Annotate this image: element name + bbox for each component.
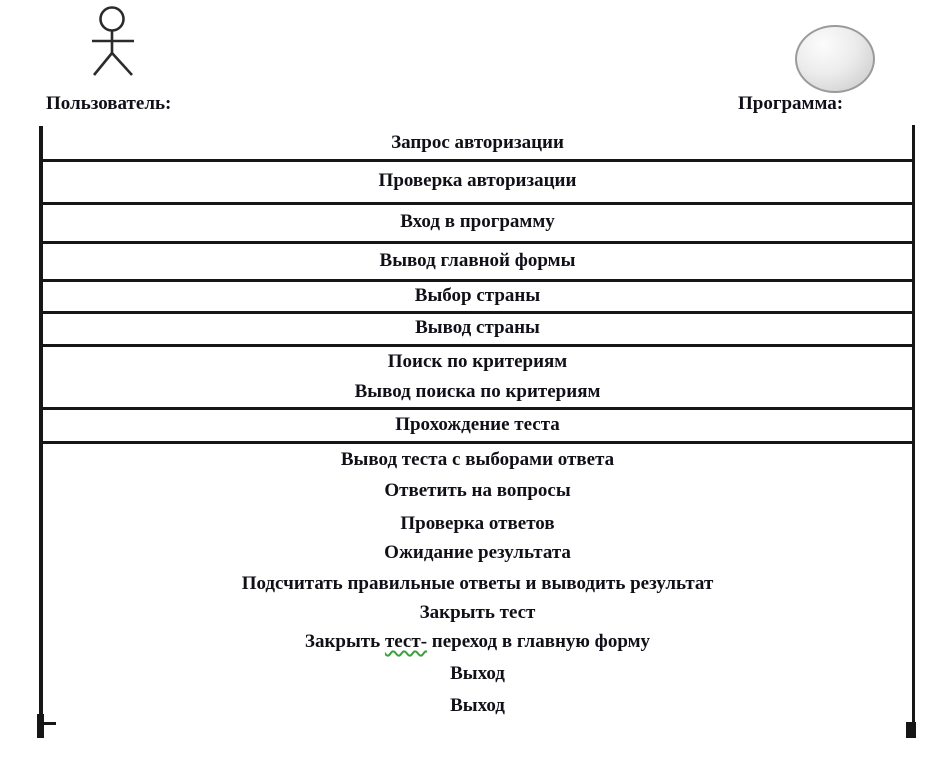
program-lifeline-end: [906, 722, 916, 738]
message-label: Выход: [450, 663, 505, 684]
actor-icon: [82, 5, 144, 81]
program-label: Программа:: [738, 93, 844, 114]
message-label: Выход: [450, 695, 505, 716]
message-separator-line: [41, 202, 914, 205]
message-separator-line: [41, 344, 914, 347]
actor-label: Пользователь:: [46, 93, 172, 114]
message-label: Прохождение теста: [395, 414, 560, 435]
message-separator-line: [41, 279, 914, 282]
actor-lifeline-end-tick: [44, 722, 56, 725]
message-label: Поиск по критериям: [387, 351, 568, 372]
message-separator-line: [41, 159, 914, 162]
message-separator-line: [41, 311, 914, 314]
message-label: Вход в программу: [400, 211, 555, 232]
message-label: Подсчитать правильные ответы и выводить результат: [241, 573, 714, 594]
message-label: Вывод главной формы: [379, 250, 576, 271]
message-label: Вывод поиска по критериям: [354, 381, 601, 402]
message-label: Выбор страны: [414, 285, 541, 306]
message-label: [41, 630, 914, 654]
program-icon: [795, 25, 875, 93]
message-label: Запрос авторизации: [391, 132, 564, 153]
message-label: Закрыть тест: [419, 602, 536, 623]
message-separator-line: [41, 441, 914, 444]
message-label: Вывод страны: [415, 317, 540, 338]
message-separator-line: [41, 407, 914, 410]
message-label: Ожидание результата: [384, 542, 571, 563]
message-label-part: переход в главную форму: [427, 631, 651, 652]
message-label: Проверка ответов: [400, 513, 555, 534]
message-label: Ответить на вопросы: [384, 480, 571, 501]
message-label-part-spellcheck: тест-: [384, 631, 428, 652]
message-label: Проверка авторизации: [378, 170, 577, 191]
message-label: Вывод теста с выборами ответа: [340, 449, 615, 470]
message-separator-line: [41, 241, 914, 244]
message-label-part: Закрыть: [304, 631, 385, 652]
